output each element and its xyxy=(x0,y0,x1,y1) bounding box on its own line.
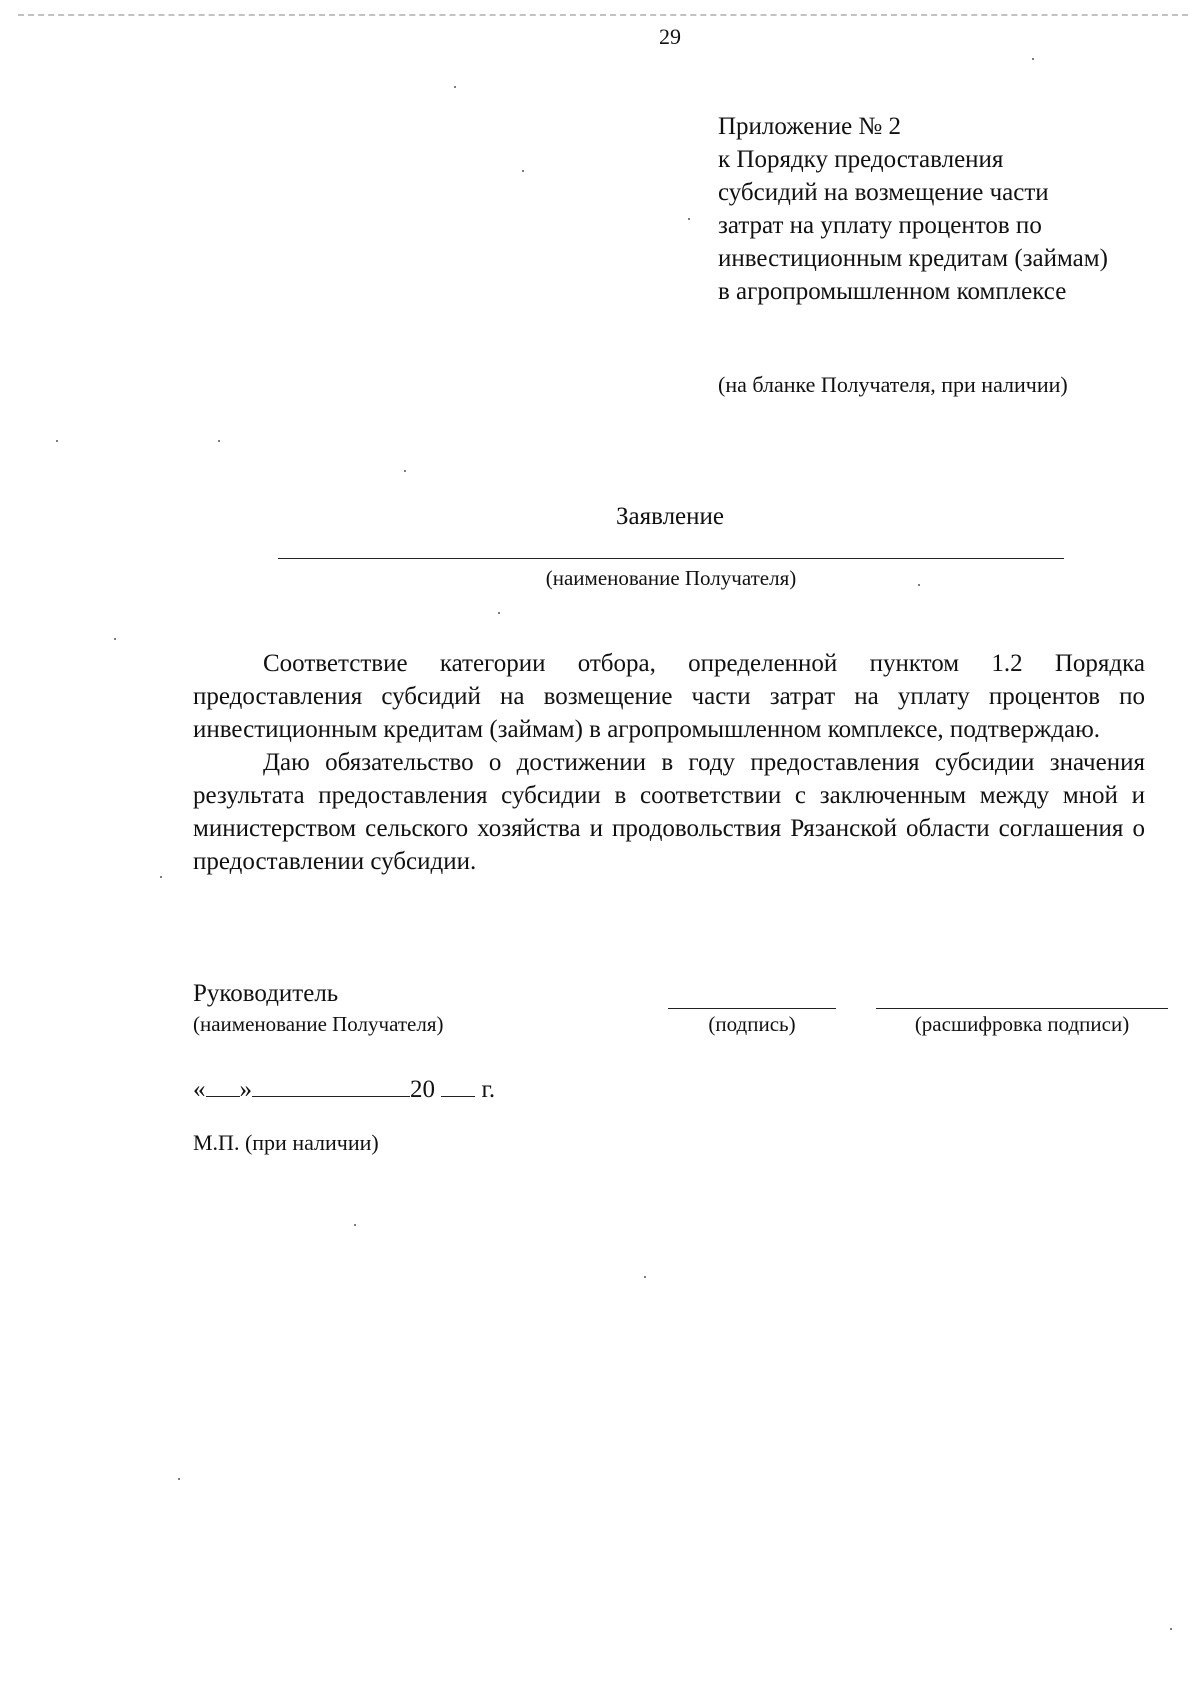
page-number: 29 xyxy=(659,24,681,49)
scan-speck xyxy=(1170,1628,1172,1630)
signature-caption: (подпись) xyxy=(708,1012,796,1036)
scan-speck xyxy=(454,86,456,88)
head-caption: (наименование Получателя) xyxy=(193,1012,444,1036)
scan-speck xyxy=(56,440,58,442)
date-line xyxy=(193,1074,495,1104)
appendix-line: Приложение № 2 xyxy=(718,113,902,140)
year-prefix: 20 xyxy=(410,1076,435,1103)
scan-speck xyxy=(1032,58,1034,60)
appendix-header xyxy=(718,110,1108,308)
appendix-line: к Порядку предоставления xyxy=(718,146,1004,173)
stamp-label: М.П. (при наличии) xyxy=(193,1130,379,1155)
document-title: Заявление xyxy=(615,503,725,530)
date-close-quote: » xyxy=(239,1076,252,1103)
year-suffix: г. xyxy=(481,1076,496,1103)
scan-speck xyxy=(218,440,220,442)
appendix-line: инвестиционным кредитам (займам) xyxy=(718,245,1108,272)
scan-speck xyxy=(522,170,524,172)
scan-speck xyxy=(404,470,406,472)
scan-speck xyxy=(178,1478,180,1480)
month-blank xyxy=(252,1074,410,1097)
scan-speck xyxy=(354,1224,356,1226)
scan-speck xyxy=(498,612,500,614)
signature-decoding-line xyxy=(876,1008,1168,1009)
recipient-name-caption: (наименование Получателя) xyxy=(545,566,797,590)
appendix-line: субсидий на возмещение части xyxy=(718,179,1049,206)
paragraph-category-confirmation: Соответствие категории отбора, определенной пунктом 1.2 Порядка предоставления субсидий на возмещение части затрат на уплату процентов по инвестиционным кредитам (займам) в агропромышленном комплексе, подтверждаю. xyxy=(193,650,1145,743)
letterhead-note: (на бланке Получателя, при наличии) xyxy=(718,372,1068,397)
signature-line xyxy=(668,1008,836,1009)
day-blank xyxy=(206,1074,240,1097)
appendix-line: затрат на уплату процентов по xyxy=(718,212,1042,239)
scan-edge xyxy=(18,14,1188,19)
signature-decoding-caption: (расшифровка подписи) xyxy=(914,1012,1130,1036)
paragraph-obligation: Даю обязательство о достижении в году предоставления субсидии значения результата предоставления субсидии в соответствии с заключенным между мной и министерством сельского хозяйства и продовольствия Рязанской области соглашения о предоставлении субсидии. xyxy=(193,749,1145,875)
statement-body xyxy=(193,647,1145,878)
scan-speck xyxy=(688,218,690,220)
head-label: Руководитель xyxy=(193,980,339,1007)
scan-speck xyxy=(114,638,116,640)
appendix-line: в агропромышленном комплексе xyxy=(718,278,1067,305)
scan-speck xyxy=(644,1276,646,1278)
scan-speck xyxy=(918,584,920,586)
scan-speck xyxy=(160,876,162,878)
year-blank xyxy=(441,1074,475,1097)
date-open-quote: « xyxy=(193,1076,206,1103)
recipient-name-line xyxy=(278,558,1064,559)
